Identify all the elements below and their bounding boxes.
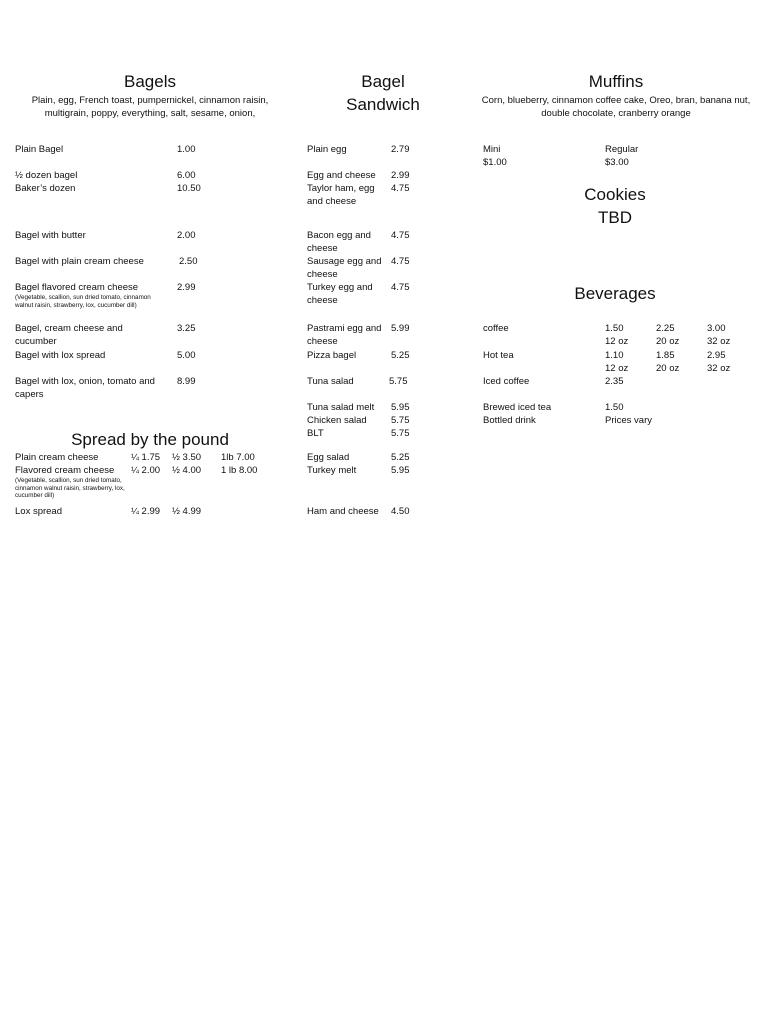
menu-item-name: Turkey melt bbox=[307, 465, 357, 476]
menu-item-name: Sausage egg and cheese bbox=[307, 256, 382, 280]
menu-item-name: Baker’s dozen bbox=[15, 183, 76, 194]
menu-item-name: Bagel, cream cheese and cucumber bbox=[15, 323, 123, 347]
spread-price-quarter: ¼ 1.75 bbox=[131, 452, 161, 463]
beverage-price: 1.85 bbox=[656, 350, 675, 361]
menu-item-name: Tuna salad bbox=[307, 376, 354, 387]
beverage-name: coffee bbox=[483, 323, 509, 334]
menu-item-note: (Vegetable, scallion, sun dried tomato, cinnamon walnut raisin, strawberry, lox, cucumber dill) bbox=[15, 294, 151, 309]
menu-item-name: Chicken salad bbox=[307, 415, 367, 426]
menu-item-price: 6.00 bbox=[177, 170, 196, 181]
spread-note: (Vegetable, scallion, sun dried tomato, cinnamon walnut raisin, strawberry, lox, cucumber dill) bbox=[15, 477, 125, 499]
beverage-price: 1.50 bbox=[605, 402, 624, 413]
menu-item-price: 3.25 bbox=[177, 323, 196, 334]
menu-item-price: 5.25 bbox=[391, 452, 410, 463]
menu-item-price: 5.25 bbox=[391, 350, 410, 361]
beverage-size: 32 oz bbox=[707, 363, 731, 374]
menu-item-name: Turkey egg and cheese bbox=[307, 282, 373, 306]
muffin-size-label: Regular bbox=[605, 144, 639, 155]
spread-price-half: ½ 4.00 bbox=[172, 465, 202, 476]
spread-heading: Spread by the pound bbox=[71, 430, 229, 449]
menu-item-name: Bagel with butter bbox=[15, 230, 86, 241]
beverage-price: Prices vary bbox=[605, 415, 652, 426]
beverage-price: 2.35 bbox=[605, 376, 624, 387]
spread-price-quarter: ¼ 2.00 bbox=[131, 465, 161, 476]
beverage-name: Brewed iced tea bbox=[483, 402, 552, 413]
beverage-size: 20 oz bbox=[656, 336, 680, 347]
spread-price-pound: 1 lb 8.00 bbox=[221, 465, 258, 476]
beverage-price: 1.10 bbox=[605, 350, 624, 361]
spread-name: Flavored cream cheese bbox=[15, 465, 115, 476]
menu-item-price: 5.75 bbox=[391, 428, 410, 439]
beverage-size: 20 oz bbox=[656, 363, 680, 374]
cookies-price: TBD bbox=[598, 208, 632, 227]
menu-item-name: BLT bbox=[307, 428, 324, 439]
spread-name: Lox spread bbox=[15, 506, 63, 517]
sandwich-heading-line2: Sandwich bbox=[346, 95, 420, 114]
menu-item-name: Egg and cheese bbox=[307, 170, 376, 181]
menu-item-name: Taylor ham, egg and cheese bbox=[307, 183, 375, 207]
beverage-price: 1.50 bbox=[605, 323, 624, 334]
beverage-size: 32 oz bbox=[707, 336, 731, 347]
menu-item-name: ½ dozen bagel bbox=[15, 170, 78, 181]
menu-item-price: 4.75 bbox=[391, 230, 410, 241]
sandwich-heading-line1: Bagel bbox=[361, 72, 405, 91]
menu-item-name: Bagel with lox spread bbox=[15, 350, 106, 361]
menu-item-price: 4.75 bbox=[391, 183, 410, 194]
beverage-name: Bottled drink bbox=[483, 415, 536, 426]
menu-item-price: 8.99 bbox=[177, 376, 196, 387]
menu-item-name: Bagel with plain cream cheese bbox=[15, 256, 144, 267]
muffin-size-label: Mini bbox=[483, 144, 501, 155]
menu-item-name: Pastrami egg and cheese bbox=[307, 323, 382, 347]
beverages-heading: Beverages bbox=[574, 284, 656, 303]
menu-item-price: 5.00 bbox=[177, 350, 196, 361]
bagels-heading: Bagels bbox=[124, 72, 176, 91]
beverage-name: Hot tea bbox=[483, 350, 514, 361]
beverage-price: 3.00 bbox=[707, 323, 726, 334]
muffins-heading: Muffins bbox=[588, 72, 644, 91]
muffins-description: Corn, blueberry, cinnamon coffee cake, Oreo, bran, banana nut, double chocolate, cranberry orange bbox=[481, 95, 751, 119]
menu-item-price: 1.00 bbox=[177, 144, 196, 155]
menu-item-price: 4.75 bbox=[391, 256, 410, 267]
cookies-heading: Cookies bbox=[584, 185, 646, 204]
menu-item-name: Tuna salad melt bbox=[307, 402, 375, 413]
menu-item-price: 5.99 bbox=[391, 323, 410, 334]
menu-item-name: Ham and cheese bbox=[307, 506, 379, 517]
menu-item-price: 2.79 bbox=[391, 144, 410, 155]
menu-item-price: 2.99 bbox=[177, 282, 196, 293]
menu-item-name: Bacon egg and cheese bbox=[307, 230, 371, 254]
menu-item-name: Plain Bagel bbox=[15, 144, 64, 155]
menu-item-name: Bagel with lox, onion, tomato and capers bbox=[15, 376, 155, 400]
spread-name: Plain cream cheese bbox=[15, 452, 99, 463]
menu-item-name: Bagel flavored cream cheese bbox=[15, 282, 139, 293]
menu-item-price: 4.75 bbox=[391, 282, 410, 293]
menu-item-price: 2.99 bbox=[391, 170, 410, 181]
menu-item-price: 5.95 bbox=[391, 402, 410, 413]
menu-item-price: 2.50 bbox=[179, 256, 198, 267]
beverage-price: 2.25 bbox=[656, 323, 675, 334]
muffin-size-price: $1.00 bbox=[483, 157, 507, 168]
beverage-name: Iced coffee bbox=[483, 376, 530, 387]
menu-item-name: Plain egg bbox=[307, 144, 347, 155]
menu-item-price: 4.50 bbox=[391, 506, 410, 517]
bagels-description: Plain, egg, French toast, pumpernickel, cinnamon raisin, multigrain, poppy, everything, salt, sesame, onion, bbox=[31, 95, 269, 119]
spread-price-quarter: ¼ 2.99 bbox=[131, 506, 161, 517]
spread-price-half: ½ 3.50 bbox=[172, 452, 202, 463]
menu-item-price: 5.95 bbox=[391, 465, 410, 476]
spread-price-half: ½ 4.99 bbox=[172, 506, 202, 517]
beverage-size: 12 oz bbox=[605, 336, 629, 347]
muffin-size-price: $3.00 bbox=[605, 157, 629, 168]
beverage-size: 12 oz bbox=[605, 363, 629, 374]
menu-item-price: 5.75 bbox=[391, 415, 410, 426]
menu-item-price: 5.75 bbox=[389, 376, 408, 387]
spread-price-pound: 1lb 7.00 bbox=[221, 452, 255, 463]
menu-item-name: Egg salad bbox=[307, 452, 350, 463]
beverage-price: 2.95 bbox=[707, 350, 726, 361]
menu-item-name: Pizza bagel bbox=[307, 350, 357, 361]
menu-item-price: 2.00 bbox=[177, 230, 196, 241]
menu-item-price: 10.50 bbox=[177, 183, 201, 194]
